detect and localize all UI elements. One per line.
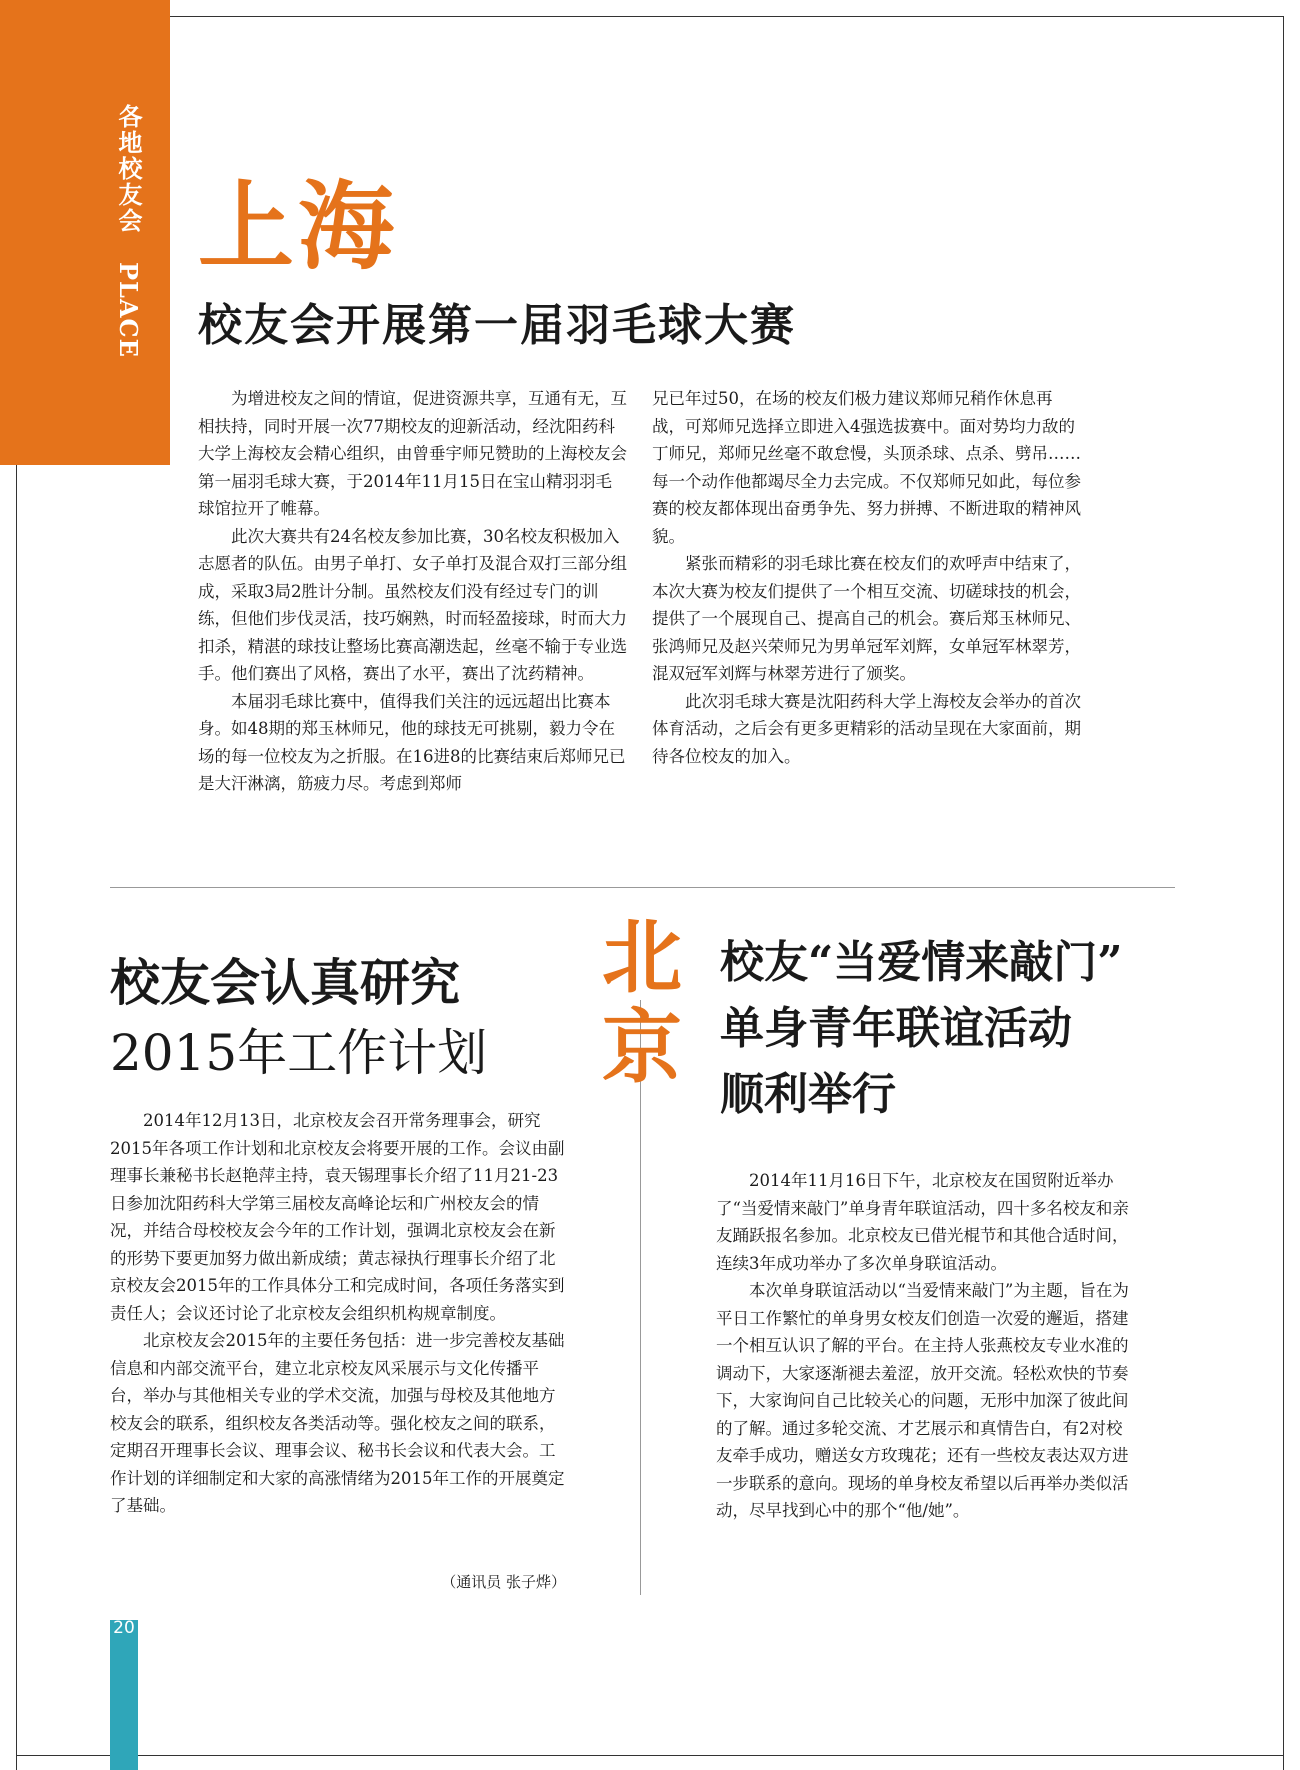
beijing-event-title-line1: 校友“当爱情来敲门”: [720, 937, 1123, 988]
beijing-plan-article: [110, 1107, 566, 1520]
section-tab-label: [103, 104, 143, 358]
byline: （通讯员 张子烨）: [441, 1573, 566, 1591]
page-frame-top: [0, 16, 1283, 17]
beijing-event-article: [716, 1167, 1136, 1525]
shanghai-column-1: [198, 385, 628, 798]
beijing-event-title: [720, 930, 1123, 1128]
beijing-event-title-line3: 顺利举行: [720, 1069, 896, 1120]
page-number-bar: [110, 1620, 138, 1770]
page-frame-bottom: [16, 1755, 1284, 1756]
paragraph-continued: 兄已年过50，在场的校友们极力建议郑师兄稍作休息再战，可郑师兄选择立即进入4强选拔赛中。面对势均力敌的丁师兄，郑师兄丝毫不敢怠慢，头顶杀球、点杀、劈吊……每一个动作他都竭尽全力去完成。不仅郑师兄如此，每位参赛的校友都体现出奋勇争先、努力拼搏、不断进取的精神风貌。: [652, 389, 1081, 546]
shanghai-headline: 校友会开展第一届羽毛球大赛: [198, 300, 796, 351]
shanghai-city-title: 上海: [198, 170, 398, 283]
paragraph: 本次单身联谊活动以“当爱情来敲门”为主题，旨在为平日工作繁忙的单身男女校友们创造一次爱的邂逅，搭建一个相互认识了解的平台。在主持人张燕校友专业水准的调动下，大家逐渐褪去羞涩，放开交流。轻松欢快的节奏下，大家询问自己比较关心的问题，无形中加深了彼此间的了解。通过多轮交流、才艺展示和真情告白，有2对校友牵手成功，赠送女方玫瑰花；还有一些校友表达双方进一步联系的意向。现场的单身校友希望以后再举办类似活动，尽早找到心中的那个“他/她”。: [716, 1281, 1129, 1520]
paragraph: 2014年12月13日，北京校友会召开常务理事会，研究2015年各项工作计划和北京校友会将要开展的工作。会议由副理事长兼秘书长赵艳萍主持，袁天锡理事长介绍了11月21-23日参加沈阳药科大学第三届校友高峰论坛和广州校友会的情况，并结合母校校友会今年的工作计划，强调北京校友会在新的形势下要更加努力做出新成绩；黄志禄执行理事长介绍了北京校友会2015年的工作具体分工和完成时间，各项任务落实到责任人；会议还讨论了北京校友会组织机构规章制度。: [110, 1111, 565, 1323]
paragraph: 紧张而精彩的羽毛球比赛在校友们的欢呼声中结束了，本次大赛为校友们提供了一个相互交流、切磋球技的机会，提供了一个展现自己、提高自己的机会。赛后郑玉林师兄、张鸿师兄及赵兴荣师兄为男单冠军刘辉，女单冠军林翠芳，混双冠军刘辉与林翠芳进行了颁奖。: [652, 554, 1081, 683]
paragraph: 北京校友会2015年的主要任务包括：进一步完善校友基础信息和内部交流平台，建立北京校友风采展示与文化传播平台，举办与其他相关专业的学术交流，加强与母校及其他地方校友会的联系，组织校友各类活动等。强化校友之间的联系，定期召开理事长会议、理事会议、秘书长会议和代表大会。工作计划的详细制定和大家的高涨情绪为2015年工作的开展奠定了基础。: [110, 1331, 565, 1515]
paragraph: 本届羽毛球比赛中，值得我们关注的远远超出比赛本身。如48期的郑玉林师兄，他的球技无可挑剔，毅力令在场的每一位校友为之折服。在16进8的比赛结束后郑师兄已是大汗淋漓，筋疲力尽。考虑到郑师: [198, 691, 626, 793]
section-divider: [110, 887, 1175, 888]
beijing-city-title: [592, 912, 692, 1092]
paragraph: 此次羽毛球大赛是沈阳药科大学上海校友会举办的首次体育活动，之后会有更多更精彩的活动呈现在大家面前，期待各位校友的加入。: [652, 691, 1081, 766]
section-tab-en: PLACE: [114, 262, 143, 359]
paragraph: 此次大赛共有24名校友参加比赛，30名校友积极加入志愿者的队伍。由男子单打、女子单打及混合双打三部分组成，采取3局2胜计分制。虽然校友们没有经过专门的训练，但他们步伐灵活，技巧娴熟，时而轻盈接球，时而大力扣杀，精湛的球技让整场比赛高潮迭起，丝毫不输于专业选手。他们赛出了风格，赛出了水平，赛出了沈药精神。: [198, 526, 627, 683]
beijing-event-title-line2: 单身青年联谊活动: [720, 1003, 1072, 1054]
section-tab: [0, 0, 170, 465]
paragraph: 2014年11月16日下午，北京校友在国贸附近举办了“当爱情来敲门”单身青年联谊活动，四十多名校友和亲友踊跃报名参加。北京校友已借光棍节和其他合适时间，连续3年成功举办了多次单身联谊活动。: [716, 1171, 1129, 1273]
shanghai-column-2: [652, 385, 1082, 770]
beijing-plan-title: [110, 948, 487, 1088]
beijing-plan-title-line1: 校友会认真研究: [110, 953, 460, 1012]
paragraph: 为增进校友之间的情谊，促进资源共享，互通有无，互相扶持，同时开展一次77期校友的迎新活动，经沈阳药科大学上海校友会精心组织，由曾垂宇师兄赞助的上海校友会第一届羽毛球大赛，于2014年11月15日在宝山精羽羽毛球馆拉开了帷幕。: [198, 389, 627, 518]
beijing-city-char-1: 北: [602, 910, 682, 1004]
beijing-city-char-2: 京: [602, 1000, 682, 1094]
beijing-plan-title-line2: 2015年工作计划: [110, 1024, 488, 1082]
section-tab-cn: 各地校友会: [114, 104, 143, 234]
page-number: 20: [113, 1618, 135, 1638]
page-frame-right: [1283, 16, 1284, 1770]
